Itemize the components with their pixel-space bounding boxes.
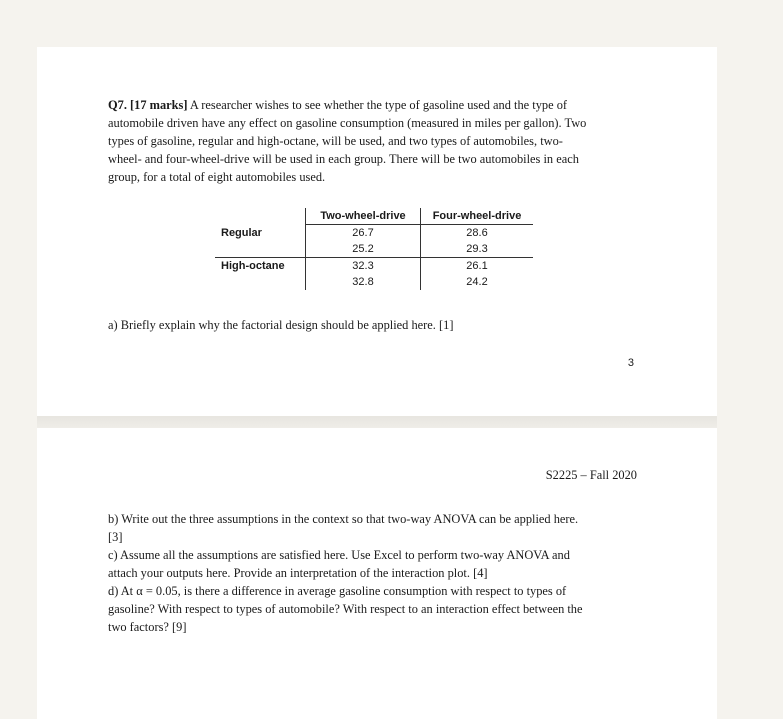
part-d-line: d) At α = 0.05, is there a difference in average gasoline consumption with respect to types of <box>108 584 567 598</box>
question-line: A researcher wishes to see whether the type of gasoline used and the type of <box>187 98 568 112</box>
table-row <box>215 258 533 275</box>
table-row <box>215 241 533 258</box>
row-label-high-octane: High-octane <box>221 260 285 272</box>
document-page-1 <box>37 47 717 416</box>
table-cell: 26.1 <box>421 258 534 275</box>
part-a-text: a) Briefly explain why the factorial design should be applied here. [1] <box>108 318 454 332</box>
table-cell: 24.2 <box>421 274 534 290</box>
row-label-regular: Regular <box>221 226 262 239</box>
question-line: group, for a total of eight automobiles used. <box>108 170 326 184</box>
part-d-line: gasoline? With respect to types of automobile? With respect to an interaction effect between the <box>108 602 583 616</box>
part-b-line: b) Write out the three assumptions in the context so that two-way ANOVA can be applied here. <box>108 512 579 526</box>
question-text <box>108 96 640 186</box>
table-cell: 25.2 <box>306 241 421 258</box>
table-cell: 28.6 <box>421 225 534 242</box>
question-label: Q7. [17 marks] <box>108 98 188 112</box>
table-cell: 26.7 <box>306 225 421 242</box>
part-c-line: c) Assume all the assumptions are satisfied here. Use Excel to perform two-way ANOVA and <box>108 548 570 562</box>
table-cell: 32.8 <box>306 274 421 290</box>
questions-b-c-d <box>108 510 640 636</box>
table-header-row <box>215 208 533 225</box>
data-table <box>215 208 533 290</box>
part-d-line: two factors? [9] <box>108 620 187 634</box>
page-header: S2225 – Fall 2020 <box>545 468 637 482</box>
table-row <box>215 274 533 290</box>
question-line: automobile driven have any effect on gasoline consumption (measured in miles per gallon). Two <box>108 116 587 130</box>
page-gap <box>37 416 717 428</box>
part-b-marks: [3] <box>108 530 123 544</box>
page-number: 3 <box>627 357 634 369</box>
document-page-2 <box>37 428 717 719</box>
part-c-line: attach your outputs here. Provide an interpretation of the interaction plot. [4] <box>108 566 488 580</box>
col-header-two-wheel: Two-wheel-drive <box>306 208 421 225</box>
question-line: types of gasoline, regular and high-octane, will be used, and two types of automobiles, two- <box>108 134 563 148</box>
col-header-four-wheel: Four-wheel-drive <box>421 208 534 225</box>
table-row <box>215 225 533 242</box>
table-cell: 32.3 <box>306 258 421 275</box>
table-cell: 29.3 <box>421 241 534 258</box>
question-line: wheel- and four-wheel-drive will be used in each group. There will be two automobiles in each <box>108 152 579 166</box>
